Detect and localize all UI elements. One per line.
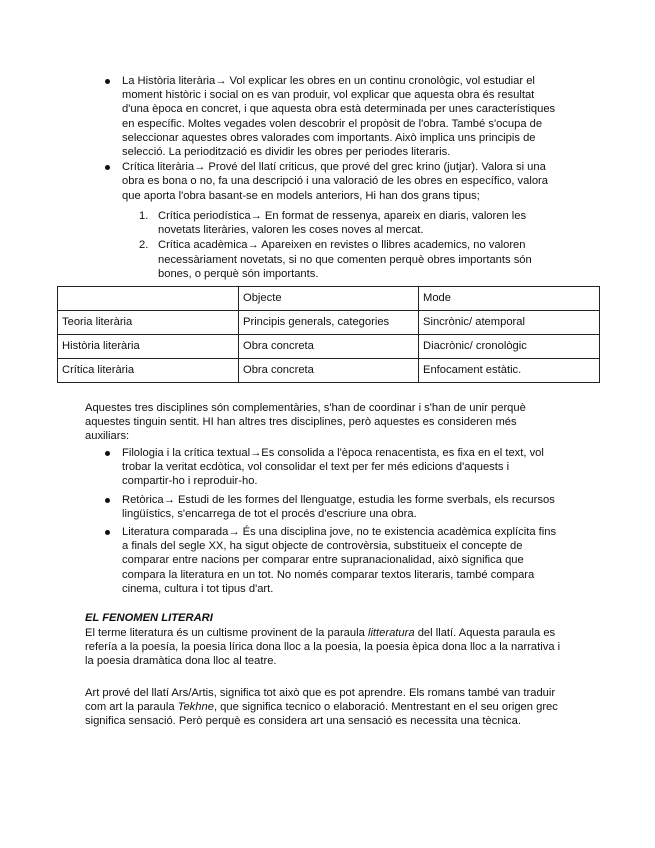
- bullet-list-auxiliary: [122, 446, 569, 596]
- bullet-list-disciplines: [122, 74, 569, 203]
- list-item: [122, 74, 569, 159]
- text-line: Retòrica→ Estudi de les formes del llenguatge, estudia les forme sverbals, els recursos: [122, 493, 555, 506]
- paragraph-complementary: [85, 401, 569, 444]
- section-heading: EL FENOMEN LITERARI: [85, 612, 213, 624]
- table-cell: Principis generals, categories: [239, 311, 419, 335]
- text-line: [85, 700, 575, 714]
- bullet-icon: [105, 498, 110, 503]
- text-line: Art prové del llatí Ars/Artis, significa tot això que es pot aprendre. Els romans també van traduir: [85, 687, 556, 699]
- disciplines-table: [57, 286, 600, 383]
- text-line: trobar la veritat ecdòtica, vol consolidar el text per fer més edicions d'aquests i: [122, 461, 510, 474]
- table-cell: Enfocament estàtic.: [419, 359, 600, 383]
- text-line: [85, 626, 575, 640]
- bullet-icon: [105, 451, 110, 456]
- table-row: [58, 311, 600, 335]
- list-item: [122, 446, 569, 489]
- text-line: compara la literatura en un tot. No només comparar textos literaris, també compara: [122, 568, 535, 581]
- text-line: comparar entre nacions per comparar entre supranacionalidad, això significa que: [122, 554, 524, 567]
- bullet-icon: [105, 79, 110, 84]
- text-line: Filologia i la crítica textual→Es consolida a l'època renacentista, es fixa en el text, vol: [122, 447, 544, 459]
- text-line: Aquestes tres disciplines són complementàries, s'han de coordinar i s'han de unir perquè: [85, 402, 526, 414]
- text-line: Crítica periodística→ En format de ressenya, apareix en diaris, valoren les: [158, 210, 527, 222]
- text-line: auxiliars:: [85, 430, 130, 443]
- table-cell: Obra concreta: [239, 335, 419, 359]
- text-line: cinema, cultura i tot tipus d'art.: [122, 582, 274, 595]
- paragraph-literatura: [85, 626, 575, 669]
- text-line: seleccionar aquestes obres valorades com importants. Això implica uns principis de: [122, 131, 536, 144]
- table-header-cell: [58, 287, 239, 311]
- text-line: la poesia dramàtica dona lloc al teatre.: [85, 655, 277, 668]
- text-line: compartir-ho i reproduir-ho.: [122, 475, 258, 488]
- text-line: moment històric i social on es van produir, vol explicar que aquesta obra és resultat: [122, 89, 535, 102]
- bullet-icon: [105, 530, 110, 535]
- text-line: refería a la poesía, la poesia lírica dona lloc a la poesia, la poesia èpica dona lloc a la narrativa i: [85, 641, 561, 654]
- table-cell: Crítica literària: [58, 359, 239, 383]
- text-run: com art la paraula: [85, 701, 178, 714]
- text-line: d'una època en concret, i que aquesta obra està determinada per unes característiques: [122, 103, 556, 116]
- table-cell: Diacrònic/ cronològic: [419, 335, 600, 359]
- list-number: 2.: [139, 239, 149, 252]
- list-item: [122, 493, 569, 521]
- text-run: del llatí. Aquesta paraula es: [414, 627, 556, 639]
- text-line: aquestes tinguin sentit. HI han altres tres disciplines, però aquestes es consideren més: [85, 416, 517, 429]
- text-line: obra es bona o no, fa una descripció i una valoració de les obres en específico, valora: [122, 175, 549, 188]
- text-line: La Història literària→ Vol explicar les obres en un continu cronològic, vol estudiar el: [122, 75, 535, 87]
- list-number: 1.: [139, 210, 149, 222]
- text-line: Crítica literària→ Prové del llatí criticus, que prové del grec krino (jutjar). Valora si una: [122, 161, 546, 174]
- table-cell: Història literària: [58, 335, 239, 359]
- text-line: lingüístics, s'encarrega de tot el procés d'escriure una obra.: [122, 507, 417, 520]
- text-line: necessàriament novetats, si no que comenten perquè obres importants són: [158, 253, 532, 266]
- text-line: Literatura comparada→ És una disciplina jove, no te existencia acadèmica explícita fins: [122, 526, 557, 539]
- text-line: novetats literàries, valoren les coses noves al mercat.: [158, 224, 424, 237]
- bullet-icon: [105, 165, 110, 170]
- table-cell: Teoria literària: [58, 311, 239, 335]
- table-header-cell: Mode: [419, 287, 600, 311]
- table-cell: Sincrònic/ atemporal: [419, 311, 600, 335]
- text-line: selecció. La periodització es dividir les obres per periodes literaris.: [122, 146, 451, 159]
- list-item: [122, 160, 569, 203]
- text-line: a finals del segle XX, ha sigut objecte de controvèrsia, substitueix el concepte de: [122, 540, 523, 553]
- text-line: Crítica acadèmica→ Apareixen en revistes o llibres academics, no valoren: [158, 239, 526, 252]
- text-run: El terme literatura és un cultisme provinent de la paraula: [85, 627, 368, 639]
- text-line: que aporta l'obra basant-se en models anteriors, Hi han dos grans tipus;: [122, 189, 480, 202]
- list-item: [139, 238, 569, 281]
- table-row: [58, 359, 600, 383]
- list-item: [139, 209, 569, 237]
- text-line: en específic. Moltes vegades volen descobrir el propòsit de l'obra. També s'ocupa de: [122, 117, 543, 130]
- numbered-list-critica: [139, 209, 569, 281]
- list-item: [122, 525, 569, 596]
- emphasis-word: Tekhne: [177, 701, 214, 714]
- text-run: , que significa tecnico o elaboració. Mentrestant en el seu origen grec: [213, 701, 558, 714]
- table-header-cell: Objecte: [239, 287, 419, 311]
- table-cell: Obra concreta: [239, 359, 419, 383]
- paragraph-art: [85, 686, 575, 729]
- emphasis-word: litteratura: [367, 627, 415, 639]
- table-header-row: [58, 287, 600, 311]
- text-line: significa sensació. Però perquè es considera art una sensació es necessita una tècnica.: [85, 715, 521, 728]
- table-row: [58, 335, 600, 359]
- text-line: bones, o perquè són importants.: [158, 267, 319, 280]
